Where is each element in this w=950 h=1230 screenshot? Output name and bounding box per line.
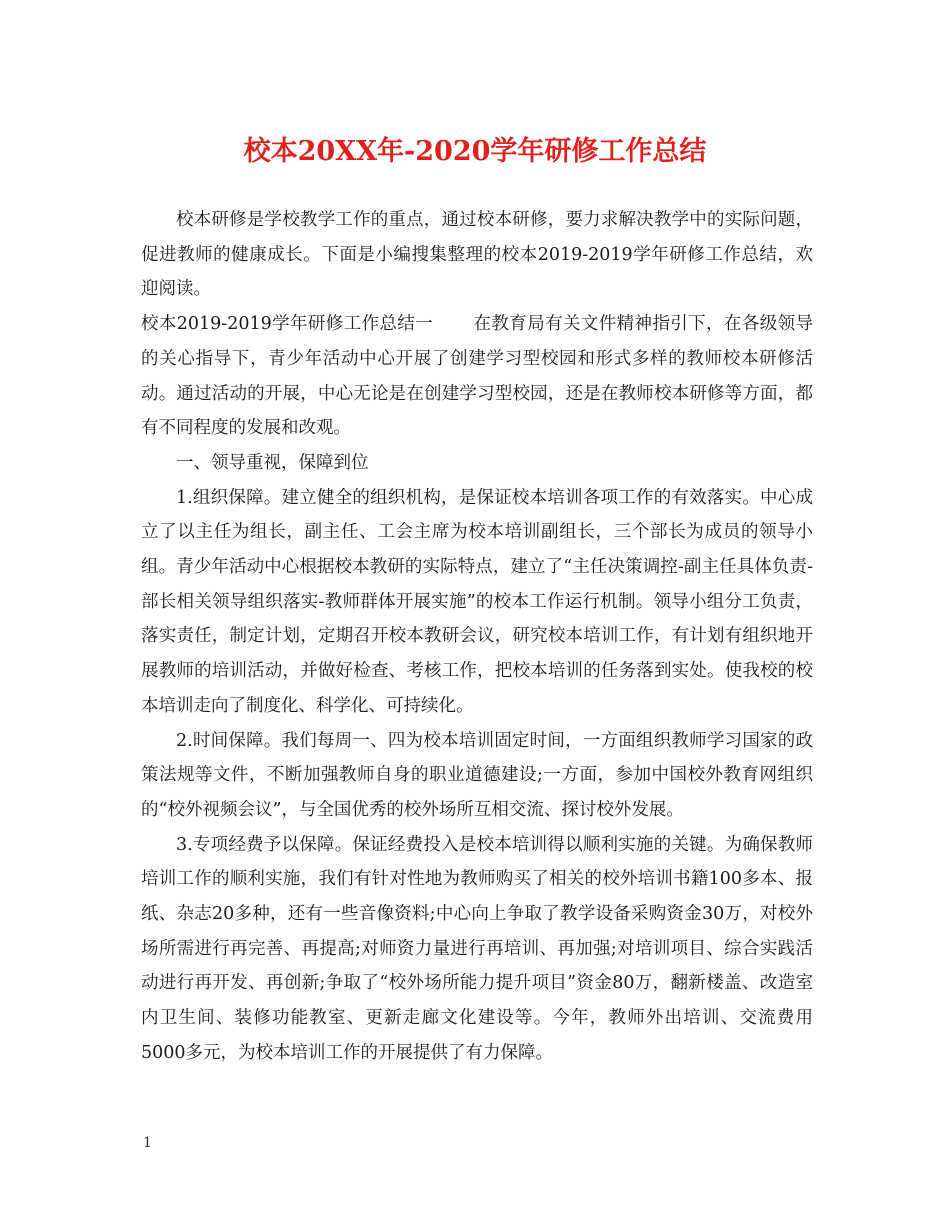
time-guarantee-paragraph: 2.时间保障。我们每周一、四为校本培训固定时间，一方面组织教师学习国家的政策法规等文件，不断加强教师自身的职业道德建设;一方面，参加中国校外教育网组织的“校外视频会议”，与全国优秀的校外场所互相交流、探讨校外发展。 xyxy=(141,730,813,820)
intro-paragraph: 校本研修是学校教学工作的重点，通过校本研修，要力求解决教学中的实际问题，促进教师的健康成长。下面是小编搜集整理的校本2019-2019学年研修工作总结，欢迎阅读。 xyxy=(141,210,813,300)
page-number: 1 xyxy=(143,1135,152,1151)
document-title: 校本20XX年-2020学年研修工作总结 xyxy=(243,136,707,167)
summary-one-heading: 校本2019-2019学年研修工作总结一 xyxy=(141,314,434,335)
organization-guarantee-paragraph: 1.组织保障。建立健全的组织机构，是保证校本培训各项工作的有效落实。中心成立了以主任为组长，副主任、工会主席为校本培训副组长，三个部长为成员的领导小组。青少年活动中心根据校本教研的实际特点，建立了“主任决策调控-副主任具体负责-部长相关领导组织落实-教师群体开展实施”的校本工作运行机制。领导小组分工负责，落实责任，制定计划，定期召开校本教研会议，研究校本培训工作，有计划有组织地开展教师的培训活动，并做好检查、考核工作，把校本培训的任务落到实处。使我校的校本培训走向了制度化、科学化、可持续化。 xyxy=(141,487,813,716)
funding-guarantee-paragraph: 3.专项经费予以保障。保证经费投入是校本培训得以顺利实施的关键。为确保教师培训工作的顺利实施，我们有针对性地为教师购买了相关的校外培训书籍100多本、报纸、杂志20多种，还有一些音像资料;中心向上争取了教学设备采购资金30万，对校外场所需进行再完善、再提高;对师资力量进行再培训、再加强;对培训项目、综合实践活动进行再开发、再创新;争取了“校外场所能力提升项目”资金80万，翻新楼盖、改造室内卫生间、装修功能教室、更新走廊文化建设等。今年，教师外出培训、交流费用5000多元，为校本培训工作的开展提供了有力保障。 xyxy=(141,834,813,1063)
summary-one-paragraph xyxy=(141,307,813,446)
summary-one-body: 在教育局有关文件精神指引下，在各级领导的关心指导下，青少年活动中心开展了创建学习型校园和形式多样的教师校本研修活动。通过活动的开展，中心无论是在创建学习型校园，还是在教师校本研修等方面，都有不同程度的发展和改观。 xyxy=(141,314,813,439)
document-body xyxy=(141,203,813,1071)
section-heading-leadership: 一、领导重视，保障到位 xyxy=(176,452,369,473)
